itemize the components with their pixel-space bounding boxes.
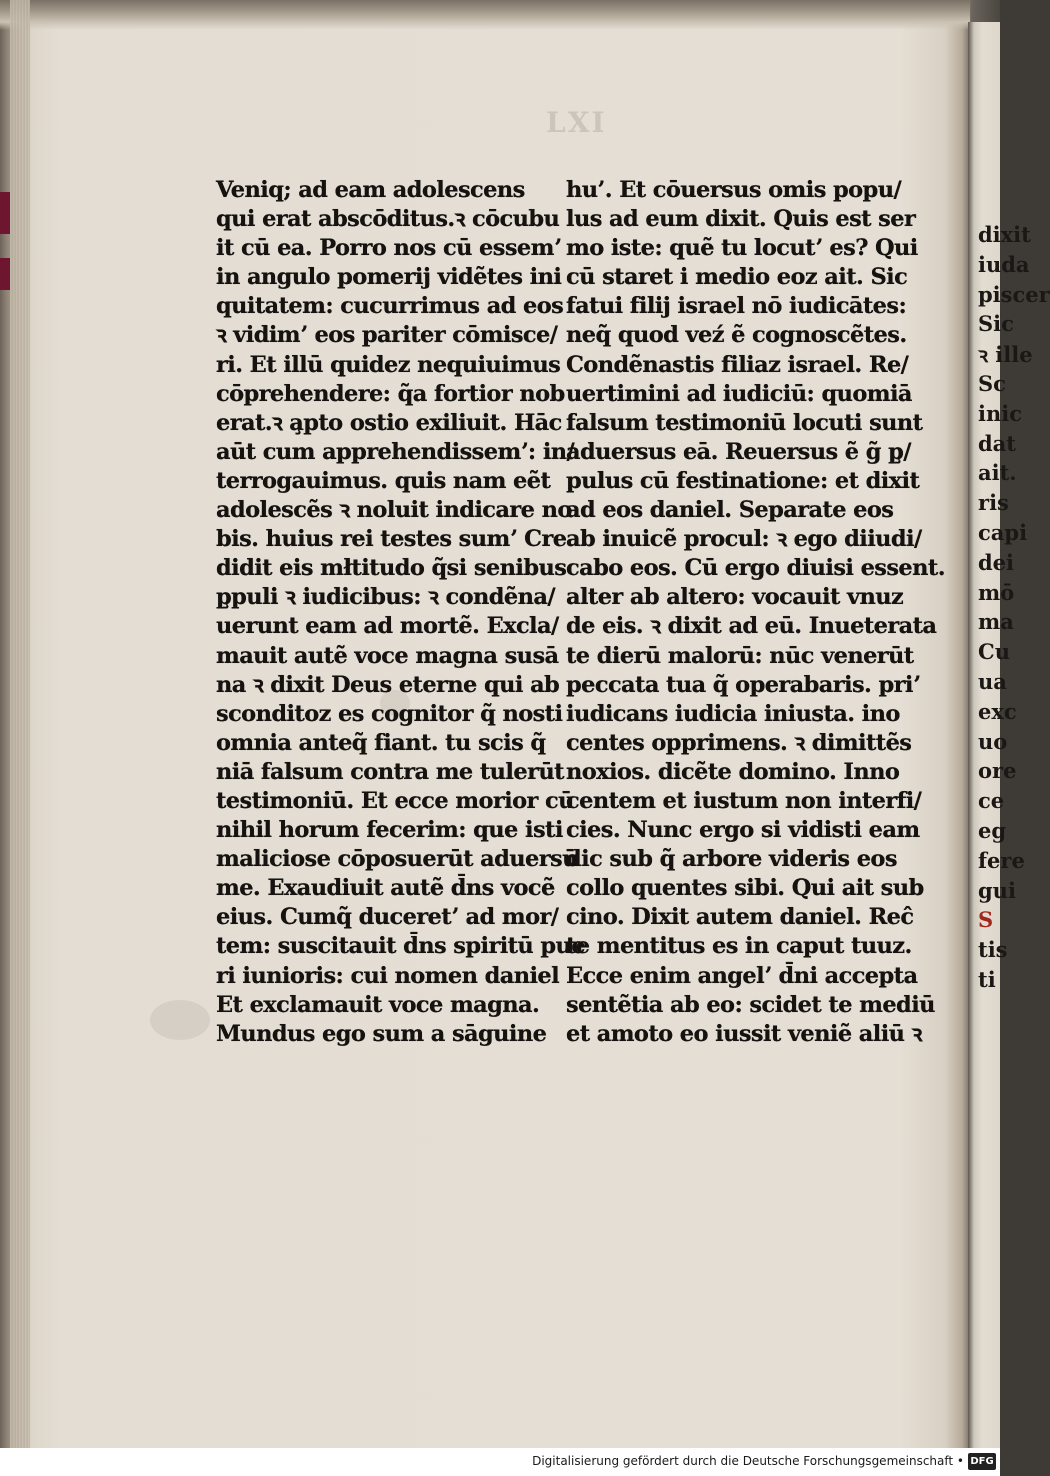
adjacent-page-fragment: iuda xyxy=(978,251,1030,277)
adjacent-page-fragment: ore xyxy=(978,758,1017,784)
adjacent-page-fragment: S xyxy=(978,907,994,933)
text-line-right: pulus cū festinatione: et dixit xyxy=(566,467,920,494)
text-line-left: mauit autẽ voce magna susā xyxy=(216,642,559,669)
adjacent-page-fragment: inic xyxy=(978,400,1023,426)
page-stack-edge xyxy=(10,0,30,1448)
adjacent-page-fragment: ꝛ ille xyxy=(978,342,1033,368)
adjacent-page-fragment: piscer xyxy=(978,281,1050,307)
text-line-left: didit eis młtitudo q̃si senibus xyxy=(216,555,567,582)
text-line-left: niā falsum contra me tulerūt xyxy=(216,758,564,785)
text-line-right: ad eos daniel. Separate eos xyxy=(566,497,894,524)
text-line-right: ab inuicẽ procul: ꝛ ego diiudi/ xyxy=(566,526,922,553)
footer-credit: Digitalisierung gefördert durch die Deutsche Forschungsgemeinschaft • xyxy=(532,1454,964,1468)
text-line-right: noxios. dicẽte domino. Inno xyxy=(566,758,900,785)
adjacent-page-fragment: mō xyxy=(978,579,1015,605)
text-line-left: cōprehendere: q̃a fortior nob xyxy=(216,380,565,407)
text-line-left: ꝛ vidimʼ eos pariter cōmisce/ xyxy=(216,322,558,349)
text-line-left: maliciose cōposuerūt aduersū xyxy=(216,846,578,873)
text-line-right: mo iste: quẽ tu locutʼ es? Qui xyxy=(566,235,918,262)
text-column-left xyxy=(216,176,586,1049)
folio-number: LXI xyxy=(546,106,607,139)
text-line-left: me. Exaudiuit autẽ d̄ns vocẽ xyxy=(216,875,555,902)
text-line-left: Veniq; ad eam adolescens xyxy=(216,177,525,203)
text-line-left: ri. Et illū quidez nequiuimus xyxy=(216,351,561,378)
text-line-left: it cū ea. Porro nos cū essemʼ xyxy=(216,235,562,262)
adjacent-page-fragment: exc xyxy=(978,698,1017,724)
text-line-left: uerunt eam ad mortẽ. Excla/ xyxy=(216,613,559,640)
bookmark-ribbon xyxy=(0,258,10,290)
text-line-left: sconditoz es cognitor q̃ nosti xyxy=(216,700,563,727)
text-line-left: na ꝛ dixit Deus eterne qui ab xyxy=(216,671,560,698)
text-column-right xyxy=(566,176,945,1049)
adjacent-page-fragment: capi xyxy=(978,520,1028,545)
text-line-left: in angulo pomerij vidẽtes ini xyxy=(216,264,562,291)
adjacent-page-fragment: ris xyxy=(978,490,1009,516)
text-line-right: sentẽtia ab eo: scidet te mediū xyxy=(566,991,935,1018)
adjacent-page-fragment: uo xyxy=(978,728,1008,754)
text-line-left: p̧puli ꝛ iudicibus: ꝛ condẽna/ xyxy=(216,584,555,611)
page-top-edge xyxy=(0,0,970,30)
adjacent-page-edge xyxy=(968,22,1050,1448)
bookmark-ribbon xyxy=(0,192,10,234)
dfg-logo-icon: DFG xyxy=(968,1453,996,1470)
text-line-right: te mentitus es in caput tuuz. xyxy=(566,933,912,960)
adjacent-page-fragment: ua xyxy=(978,669,1007,694)
text-line-right: de eis. ꝛ dixit ad eū. Inueterata xyxy=(566,613,937,640)
adjacent-page-fragment: Cu xyxy=(978,639,1010,665)
text-line-right: cino. Dixit autem daniel. Reĉ xyxy=(566,904,914,931)
text-line-right: falsum testimoniū locuti sunt xyxy=(566,409,923,436)
adjacent-page-fragment: ce xyxy=(978,788,1005,814)
text-line-right: et amoto eo iussit veniẽ aliū ꝛ xyxy=(566,1020,922,1047)
digitization-footer xyxy=(0,1448,1000,1476)
text-line-left: nihil horum fecerim: que isti xyxy=(216,817,563,844)
text-line-left: Et exclamauit voce magna. xyxy=(216,991,540,1018)
text-line-left: quitatem: cucurrimus ad eos xyxy=(216,293,564,320)
adjacent-page-fragment: tis xyxy=(978,937,1008,963)
text-line-right: uertimini ad iudiciū: quomiā xyxy=(566,380,912,407)
text-line-left: qui erat abscōditus.ꝛ cōcubu xyxy=(216,206,560,233)
text-line-left: Mundus ego sum a sāguine xyxy=(216,1020,547,1047)
text-line-right: lus ad eum dixit. Quis est ser xyxy=(566,206,916,233)
text-line-left: ri iunioris: cui nomen daniel xyxy=(216,962,560,989)
text-line-left: erat.ꝛ a̧pto ostio exiliuit. Hāc xyxy=(216,409,562,436)
text-line-right: fatui filij israel nō iudicātes: xyxy=(566,293,907,320)
text-line-right: te dierū malorū: nūc venerūt xyxy=(566,642,914,669)
text-line-left: bis. huius rei testes sumʼ Cre xyxy=(216,526,567,553)
text-line-left: terrogauimus. quis nam eẽt xyxy=(216,467,551,494)
text-line-left: tem: suscitauit d̄ns spiritū pue xyxy=(216,933,586,960)
adjacent-page-fragment: dat xyxy=(978,430,1016,456)
adjacent-page-fragment: dei xyxy=(978,549,1015,575)
adjacent-page-fragment: gui xyxy=(978,877,1016,903)
text-line-right: iudicans iudicia iniusta. ino xyxy=(566,700,900,727)
adjacent-page-fragment: ti xyxy=(978,967,996,992)
text-line-right: collo quentes sibi. Qui ait sub xyxy=(566,875,924,902)
adjacent-page-fragment: Sc xyxy=(978,371,1006,396)
text-line-right: dic sub q̃ arbore videris eos xyxy=(566,846,897,873)
adjacent-page-fragment: Sic xyxy=(978,311,1014,337)
text-line-right: alter ab altero: vocauit vnuz xyxy=(566,584,904,611)
text-line-right: cies. Nunc ergo si vidisti eam xyxy=(566,817,920,844)
adjacent-page-fragment: fere xyxy=(978,847,1025,873)
text-line-right: centem et iustum non interfi/ xyxy=(566,787,922,814)
text-line-left: eius. Cumq̃ duceretʼ ad mor/ xyxy=(216,904,559,931)
text-line-left: adolescẽs ꝛ noluit indicare no xyxy=(216,497,572,524)
text-line-right: Condẽnastis filiaz israel. Re/ xyxy=(566,351,909,378)
text-line-left: omnia anteq̃ fiant. tu scis q̃ xyxy=(216,729,546,756)
text-line-right: cabo eos. Cū ergo diuisi essent. xyxy=(566,555,945,582)
text-line-right: peccata tua q̃ operabaris. priʼ xyxy=(566,671,921,698)
adjacent-page-fragment: eg xyxy=(978,818,1007,843)
adjacent-page-fragment: ait. xyxy=(978,460,1017,486)
adjacent-page-fragment: dixit xyxy=(978,222,1031,247)
text-line-left: aūt cum apprehendissemʼ: in/ xyxy=(216,438,575,465)
text-line-right: aduersus eā. Reuersus ẽ g̃ p̧/ xyxy=(566,438,911,465)
text-line-right: neq̃ quod veź ẽ cognoscẽtes. xyxy=(566,322,907,349)
text-line-right: centes opprimens. ꝛ dimittẽs xyxy=(566,729,912,756)
text-line-left: testimoniū. Et ecce morior cū xyxy=(216,787,574,814)
paper-stain xyxy=(150,1000,210,1040)
text-line-right: Ecce enim angelʼ d̄ni accepta xyxy=(566,962,918,989)
text-line-right: cū staret i medio eoz ait. Sic xyxy=(566,264,908,291)
text-line-right: hu’. Et cōuersus omis popu/ xyxy=(566,177,902,203)
adjacent-page-fragment: ma xyxy=(978,609,1014,635)
